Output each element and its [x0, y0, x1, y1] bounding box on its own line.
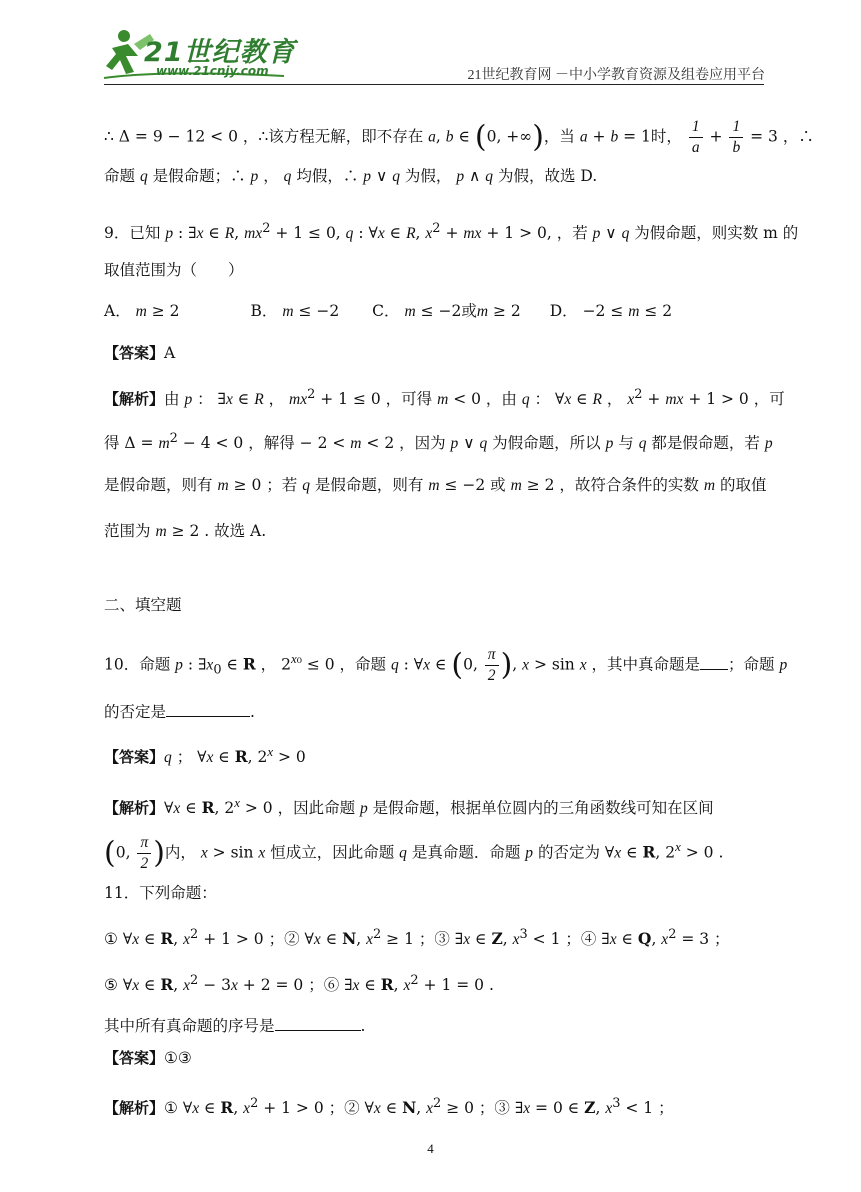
answer-9: 【答案】A	[104, 344, 176, 362]
question-9: 9．已知 p : ∃x ∈ R, $mx^2 + 1 \le 0$, q : ∀x ∈ R, $x^2$ + mx + 1 > 0, ，若 p ∨ q 为假命题，则实数 m 的	[104, 221, 799, 243]
logo-text: 21世纪教育	[144, 37, 296, 68]
text-line: (0, $\frac{\pi}{2}$ )内， x > sin x 恒成立，因此命题 q 是真命题．命题 p 的否定为 ∀x ∈ R, $2^x > 0$ .	[104, 834, 724, 872]
text-line: ∴ Δ = 9 − 12 < 0 ，∴该方程无解，即不存在 a, b ∈ (0, +∞)，当 a + b = 1时， $\frac{1}{a}$ + $\frac{1}{b}$ = 3 ，∴	[104, 118, 814, 156]
question-9-options: A． m ≥ 2 B． m ≤ −2 C． m ≤ −2或m ≥ 2 D． −2 ≤ m ≤ 2	[104, 302, 673, 320]
analysis-9: 【解析】由 p ： ∃x ∈ R ， $mx^2 + 1 \le 0$ ，可得 m < 0 ，由 q ： ∀x ∈ R ， $x^2$ + mx + 1 > 0 ，可	[104, 387, 785, 409]
question-10: 10．命题 p : $\exists x_0$ ∈ R ， $2^{x_0} \le 0$ ，命题 q : ∀x ∈ (0, $\frac{\pi}{2}$ ), x > sin x ，其中真命题是 ；命题 p	[104, 646, 788, 684]
text-line: ⑤ ∀x ∈ R, $x^2 - 3x + 2 = 0$ ；⑥ ∃x ∈ R, $x^2 + 1 = 0$ .	[104, 973, 494, 995]
answer-11: 【答案】①③	[104, 1049, 192, 1067]
text-line: 取值范围为（ ）	[104, 261, 244, 279]
text-line: ① ∀x ∈ R, $x^2 + 1 > 0$ ；② ∀x ∈ N, $x^2 \ge 1$ ；③ ∃x ∈ Z, $x^3 < 1$ ；④ ∃x ∈ Q, $x^2 = 3$ ；	[104, 927, 730, 949]
text-line: 的否定是 .	[104, 703, 255, 721]
section-heading: 二、填空题	[104, 596, 182, 614]
text-line: 其中所有真命题的序号是 .	[104, 1017, 366, 1035]
page-header	[0, 0, 861, 90]
text-line: 得 $\Delta = m^2 - 4 < 0$ ，解得 − 2 < m < 2 ，因为 p ∨ q 为假命题，所以 p 与 q 都是假命题，若 p	[104, 431, 773, 453]
header-divider	[104, 84, 764, 85]
text-line: 是假命题，则有 m ≥ 0 ；若 q 是假命题，则有 m ≤ −2 或 m ≥ 2 ，故符合条件的实数 m 的取值	[104, 476, 767, 494]
site-title: 21世纪教育网 －中小学教育资源及组卷应用平台	[467, 68, 765, 83]
analysis-11: 【解析】① ∀x ∈ R, $x^2 + 1 > 0$ ；② ∀x ∈ N, $x^2 \ge 0$ ；③ ∃x = 0 ∈ Z, $x^3 < 1$ ；	[104, 1096, 674, 1118]
analysis-10: 【解析】∀x ∈ R, $2^x > 0$ ，因此命题 p 是假命题，根据单位圆内的三角函数线可知在区间	[104, 795, 714, 818]
answer-10: 【答案】q ； ∀x ∈ R, $2^x > 0$	[104, 744, 306, 767]
question-11: 11．下列命题：	[104, 884, 217, 902]
text-line: 命题 q 是假命题；∴ p ， q 均假，∴ p ∨ q 为假， p ∧ q 为假，故选 D.	[104, 167, 598, 185]
text-line: 范围为 m ≥ 2 . 故选 A.	[104, 522, 267, 540]
logo-url: www.21cnjy.com	[156, 64, 269, 78]
page-number: 4	[427, 1141, 434, 1156]
